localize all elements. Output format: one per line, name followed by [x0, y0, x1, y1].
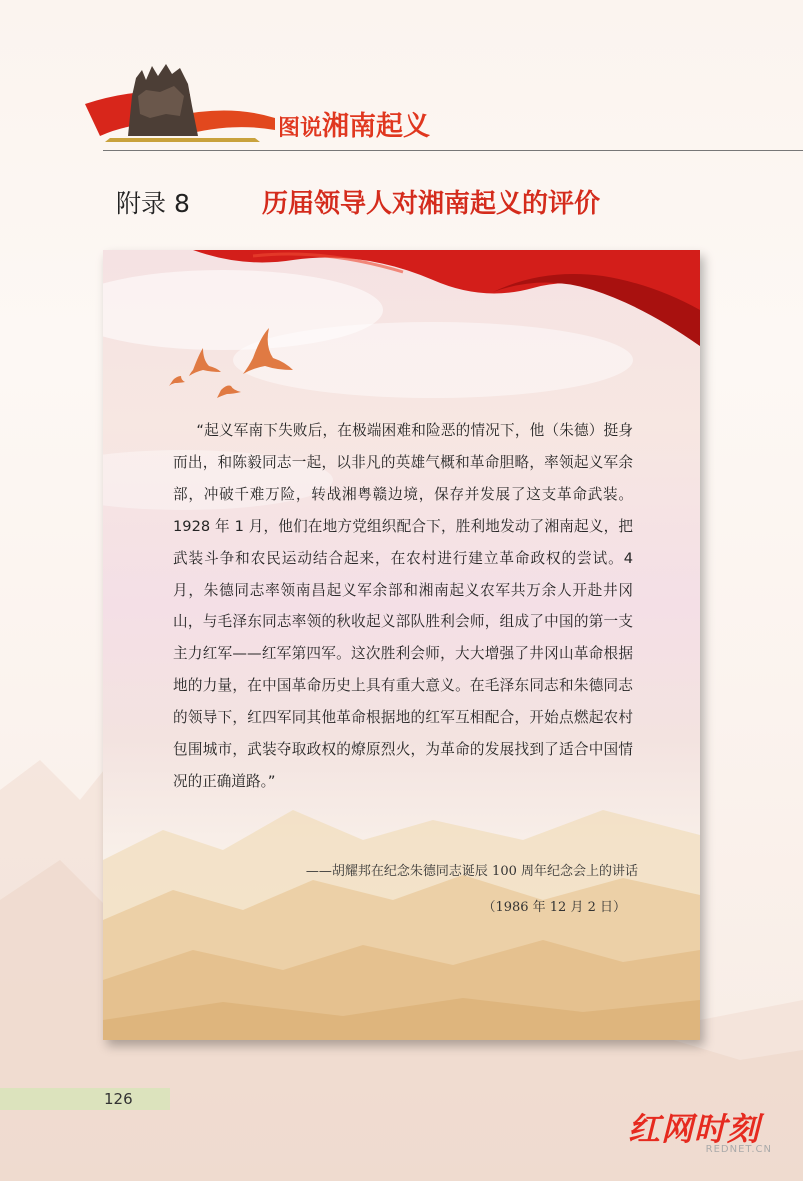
- watermark-main: 红网时刻: [628, 1110, 761, 1148]
- appendix-label: 附录 8: [116, 189, 190, 218]
- page-number-band: [0, 1088, 170, 1110]
- watermark-sub: REDNET.CN: [705, 1144, 772, 1155]
- quote-card: [103, 250, 700, 1040]
- book-title-prefix: 图说: [278, 116, 323, 141]
- page-number: 126: [104, 1090, 133, 1108]
- book-title-main: 湘南起义: [322, 111, 431, 142]
- header-divider: [103, 150, 803, 151]
- quote-attribution: ——胡耀邦在纪念朱德同志诞辰 100 周年纪念会上的讲话: [305, 864, 638, 879]
- quote-date: （1986 年 12 月 2 日）: [482, 900, 626, 915]
- quote-text: “起义军南下失败后，在极端困难和险恶的情况下，他（朱德）挺身而出，和陈毅同志一起，以非凡的英雄气概和革命胆略，率领起义军余部，冲破千难万险，转战湘粤赣边境，保存并发展了这支革命武装。1928 年 1 月，他们在地方党组织配合下，胜利地发动了湘南起义，把武装斗争和农民运动结合起来，在农村进行建立革命政权的尝试。4 月，朱德同志率领南昌起义军余部和湘南起义农军共万余人开赴井冈山，与毛泽东同志率领的秋收起义部队胜利会师，组成了中国的第一支主力红军——红军第四军。这次胜利会师，大大增强了井冈山革命根据地的力量，在中国革命历史上具有重大意义。在毛泽东同志和朱德同志的领导下，红四军同其他革命根据地的红军互相配合，开始点燃起农村包围城市，武装夺取政权的燎原烈火，为革命的发展找到了适合中国情况的正确道路。”: [173, 422, 633, 790]
- monument-flag-emblem: [80, 56, 275, 142]
- rednet-watermark-logo: [628, 1104, 780, 1162]
- section-title: 历届领导人对湘南起义的评价: [262, 189, 601, 219]
- book-title: [278, 104, 430, 143]
